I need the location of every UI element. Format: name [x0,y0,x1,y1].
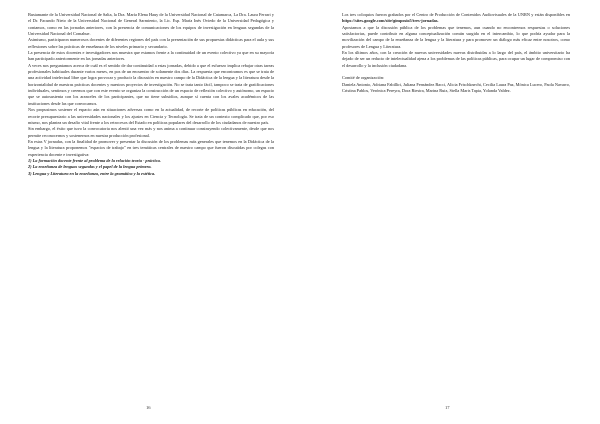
page-number: 17 [445,405,450,410]
paragraph: Nos propusimos sostener el espacio aún en situaciones adversas como en la actualidad, de recorte de políticas públicas en educación, del recorte presupuestario a las universidades nacionales y los ajustes en Ciencia y Tecnología. Se trata de un contexto complicado que, por eso mismo, nos plantea un desafío vital frente a los retrocesos del Estado en políticas populares del desarrollo de los ciudadanos de nuestro país. [28,107,274,125]
paragraph: Apostamos a que la discusión pública de los problemas que tenemos, aun cuando no encontremos respuestas o soluciones satisfactorias, puede contribuir en alguna conceptualización común surgida en el intercambio, lo que podría ayudar para la movilización del campo de la enseñanza de la lengua y la literatura y para promover un diálogo más eficaz entre nosotros, como profesores de Lengua y Literatura. [342,24,570,49]
theme-item: 1) La formación docente frente al problema de la relación teoría - práctica. [28,157,161,163]
paragraph: A veces nos preguntamos acerca de cuál es el sentido de dar continuidad a estas jornadas, debido a que el esfuerzo implica rebajar otras tareas profesionales habituales durante varios meses, en pos de un encuentro de solamente dos días. La respuesta que encontramos es que se trata de una actividad intelectual libre que logra provocar y producir la discusión en nuestro campo de la Didáctica de la lengua y la literatura desde la horizontalidad de nuestras prácticas docentes y nuestros proyectos de investigación. No se trata tanto fácil, tampoco se trata de gratificaciones individuales, sentimos y creemos que con este evento se organiza la construcción de un espacio de reflexión colectivo y autónomo, un espacio que se autosustenta con los aranceles de los participantes, que no tiene subsidios, aunque sí cuenta con los avales académicos de las instituciones desde las que convocamos. [28,62,274,106]
theme-item: 2) La enseñanza de lenguas segundas y el papel de la lengua primera. [28,164,152,170]
paragraph: Asimismo, participaron numerosos docentes de diferentes regiones del país con la presentación de sus propuestas didácticas para el aula y sus reflexiones sobre las prácticas de enseñanza de los niveles primario y secundario. [28,37,274,49]
paragraph [342,12,570,25]
committee-title: Comité de organización: [342,75,385,81]
recordings-link[interactable]: https://sites.google.com/site/gimposio5/tres-jornadas. [342,18,439,24]
committee-members: Daniela Antonio, Adriana Fabilliri, Juliana Fernández Bacci, Alicia Frischknecht, Cecilia Laura Paz, Mónica Lucero, Paola Navarro, Cristina Pablos, Verónica Pereyra, Dora Riestra, Marina Ruiz, Stella Maris Tapia, Yolanda Valdez. [342,81,570,94]
left-page-text [28,12,274,177]
paragraph: En estas V jornadas, con la finalidad de promover y presentar la discusión de los problemas más generales que tenemos en la Didáctica de la lengua y la literatura proponemos "espacios de trabajo" en tres temáticas centrales de nuestro campo que fueron discutidas por colegas con experiencia docente e investigativa: [28,138,274,157]
paragraph: En los últimos años, con la creación de nuevas universidades nuevas distribuidas a lo largo del país, el ámbito universitario ha dejado de ser un reducto de intelectualidad ajena a los problemas de las políticas públicas, para ocupar un lugar de compromiso con el desarrollo y la inclusión ciudadana. [342,50,570,68]
right-page [300,0,600,424]
theme-item: 3) Lengua y Literatura en la enseñanza, entre la gramática y la estética. [28,170,156,176]
page-number: 16 [146,405,151,410]
paragraph: La presencia de estos docentes e investigadores nos muestra que estamos frente a la continuidad de un evento colectivo ya que en su mayoría han participado anteriormente en las jornadas anteriores. [28,50,274,62]
paragraph-text: Los tres coloquios fueron grabados por el Centro de Producción de Contenidos Audiovisuales de la UNRN y están disponibles en [342,12,570,17]
paragraph: Bustamante de la Universidad Nacional de Salta, la Dra. María Elena Hauy de la Universidad Nacional de Catamarca, La Dra. Laura Ferrari y el Dr. Facundo Nieto de la Universidad Nacional de General Sarmiento, la Lic. Esp. María Inés Oviedo de la Universidad Pedagógica y contamos, como en las jornadas anteriores, con la presencia de comunicaciones de los equipos de investigación en lenguas segundas de la Universidad Nacional del Comahue. [28,12,274,37]
right-page-text [342,12,570,94]
paragraph: Sin embargo, el éxito que tuvo la convocatoria nos alentó una vez más y nos anima a continuar construyendo colectivamente, desde que nos permite reconocernos y sostenernos en nuestra producción profesional. [28,126,274,138]
